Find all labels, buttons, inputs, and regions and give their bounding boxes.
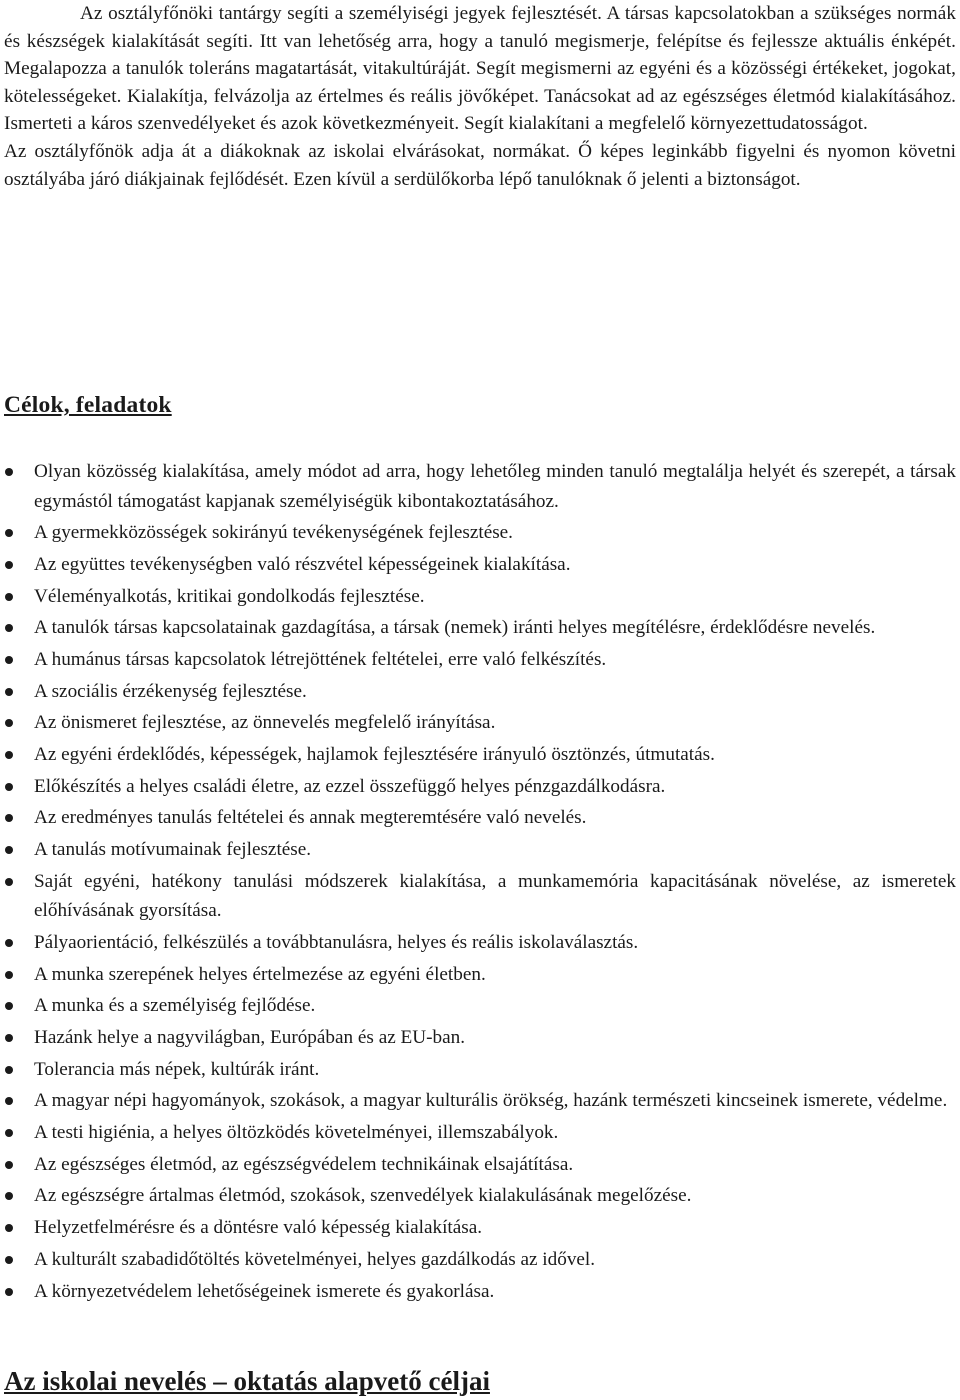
- list-item-text: Az egészségre ártalmas életmód, szokások, szenvedélyek kialakulásának megelőzése.: [34, 1185, 692, 1207]
- list-item: [4, 803, 956, 833]
- bullet-icon: [5, 688, 13, 696]
- list-item-text: Helyzetfelmérésre és a döntésre való képesség kialakítása.: [34, 1217, 483, 1239]
- list-item-text: A humánus társas kapcsolatok létrejöttének feltételei, erre való felkészítés.: [34, 648, 607, 670]
- list-item: [4, 740, 956, 770]
- list-item: [4, 991, 956, 1021]
- list-item-text: A munka és a személyiség fejlődése.: [34, 995, 316, 1017]
- list-item: [4, 1023, 956, 1053]
- bullet-icon: [5, 1034, 13, 1042]
- bullet-icon: [5, 593, 13, 601]
- list-item: [4, 613, 956, 643]
- list-item: [4, 582, 956, 612]
- goals-list: [4, 457, 956, 1308]
- list-item-text: Az egyéni érdeklődés, képességek, hajlamok fejlesztésére irányuló ösztönzés, útmutatás.: [34, 744, 715, 765]
- bullet-icon: [5, 468, 13, 476]
- list-item: [4, 457, 956, 516]
- next-section-title: Az iskolai nevelés – oktatás alapvető céljai: [4, 1366, 490, 1396]
- list-item-text: Pályaorientáció, felkészülés a továbbtanulásra, helyes és reális iskolaválasztás.: [34, 931, 639, 953]
- bullet-icon: [5, 1288, 13, 1296]
- list-item-text: Véleményalkotás, kritikai gondolkodás fejlesztése.: [34, 585, 425, 607]
- list-item-text: A magyar népi hagyományok, szokások, a magyar kulturális örökség, hazánk természeti kincseinek ismerete, védelme.: [34, 1090, 948, 1112]
- list-item-text: Az egészséges életmód, az egészségvédelem technikáinak elsajátítása.: [34, 1153, 574, 1175]
- list-item: [4, 772, 956, 802]
- list-item: [4, 1055, 956, 1085]
- bullet-icon: [5, 1192, 13, 1200]
- list-item-text: Az együttes tevékenységben való részvétel képességeinek kialakítása.: [34, 553, 571, 575]
- list-item: [4, 645, 956, 675]
- bullet-icon: [5, 561, 13, 569]
- bullet-icon: [5, 1002, 13, 1010]
- bullet-icon: [5, 783, 13, 791]
- list-item-text: Hazánk helye a nagyvilágban, Európában és az EU-ban.: [34, 1027, 465, 1048]
- document-page: [4, 0, 956, 1396]
- bullet-icon: [5, 1066, 13, 1074]
- bullet-icon: [5, 1129, 13, 1137]
- bullet-icon: [5, 751, 13, 759]
- list-item-text: Saját egyéni, hatékony tanulási módszerek kialakítása, a munkamemória kapacitásának növelése, az ismeretek előhívásának gyorsítása.: [34, 870, 956, 922]
- list-item-text: Olyan közösség kialakítása, amely módot ad arra, hogy lehetőleg minden tanuló megtalálja helyét és szerepét, a társak egymástól támogatást kapjanak személyiségük kibontakoztatásához.: [34, 461, 956, 512]
- list-item-text: Az önismeret fejlesztése, az önnevelés megfelelő irányítása.: [34, 712, 496, 734]
- list-item: [4, 677, 956, 707]
- list-item: [4, 1118, 956, 1148]
- list-item-text: A kulturált szabadidőtöltés követelményei, helyes gazdálkodás az idővel.: [34, 1248, 596, 1270]
- list-item: [4, 1181, 956, 1211]
- list-item: [4, 1245, 956, 1275]
- list-item-text: A szociális érzékenység fejlesztése.: [34, 680, 307, 702]
- bullet-icon: [5, 971, 13, 979]
- list-item-text: A környezetvédelem lehetőségeinek ismerete és gyakorlása.: [34, 1280, 495, 1302]
- bullet-icon: [5, 656, 13, 664]
- bullet-icon: [5, 624, 13, 632]
- list-item: [4, 1150, 956, 1180]
- section-title: Célok, feladatok: [4, 392, 172, 418]
- list-item: [4, 518, 956, 548]
- list-item: [4, 1086, 956, 1116]
- bullet-icon: [5, 1224, 13, 1232]
- bullet-icon: [5, 1256, 13, 1264]
- bullet-icon: [5, 1097, 13, 1105]
- list-item: [4, 708, 956, 738]
- list-item: [4, 550, 956, 580]
- bullet-icon: [5, 719, 13, 727]
- list-item-text: A gyermekközösségek sokirányú tevékenységének fejlesztése.: [34, 522, 513, 544]
- bullet-icon: [5, 529, 13, 537]
- list-item-text: Előkészítés a helyes családi életre, az ezzel összefüggő helyes pénzgazdálkodásra.: [34, 775, 666, 797]
- list-item-text: A tanulás motívumainak fejlesztése.: [34, 839, 312, 861]
- list-item: [4, 928, 956, 958]
- intro-paragraph: Az osztályfőnöki tantárgy segíti a személyiségi jegyek fejlesztését. A társas kapcsolatokban a szükséges normák és készségek kialakítását segíti. Itt van lehetőség arra, hogy a tanuló megismerje, felépítse és fejlessze aktuális énképét. Megalapozza a tanulók toleráns magatartását, vitakultúráját. Segít megismerni az egyéni és a közösségi értékeket, jogokat, kötelességeket. Kialakítja, felvázolja az értelmes és reális jövőképet. Tanácsokat ad az egészséges életmód kialakításához. Ismerteti a káros szenvedélyeket és azok következményeit. Segít kialakítani a megfelelő környezettudatosságot.: [4, 3, 956, 135]
- bullet-icon: [5, 846, 13, 854]
- list-item: [4, 1277, 956, 1307]
- list-item: [4, 960, 956, 990]
- list-item-text: A munka szerepének helyes értelmezése az egyéni életben.: [34, 963, 486, 985]
- bullet-icon: [5, 814, 13, 822]
- intro-paragraph-2: Az osztályfőnök adja át a diákoknak az iskolai elvárásokat, normákat. Ő képes leginkább figyelni és nyomon követni osztályába járó diákjainak fejlődését. Ezen kívül a serdülőkorba lépő tanulóknak ő jelenti a biztonságot.: [4, 140, 956, 190]
- list-item: [4, 835, 956, 865]
- bullet-icon: [5, 939, 13, 947]
- list-item: [4, 867, 956, 926]
- list-item-text: Tolerancia más népek, kultúrák iránt.: [34, 1058, 320, 1080]
- bullet-icon: [5, 878, 13, 886]
- bullet-icon: [5, 1161, 13, 1169]
- list-item-text: Az eredményes tanulás feltételei és annak megteremtésére való nevelés.: [34, 807, 587, 829]
- list-item-text: A testi higiénia, a helyes öltözködés követelményei, illemszabályok.: [34, 1122, 559, 1144]
- list-item: [4, 1213, 956, 1243]
- list-item-text: A tanulók társas kapcsolatainak gazdagítása, a társak (nemek) iránti helyes megítélésre, érdeklődésre nevelés.: [34, 617, 876, 639]
